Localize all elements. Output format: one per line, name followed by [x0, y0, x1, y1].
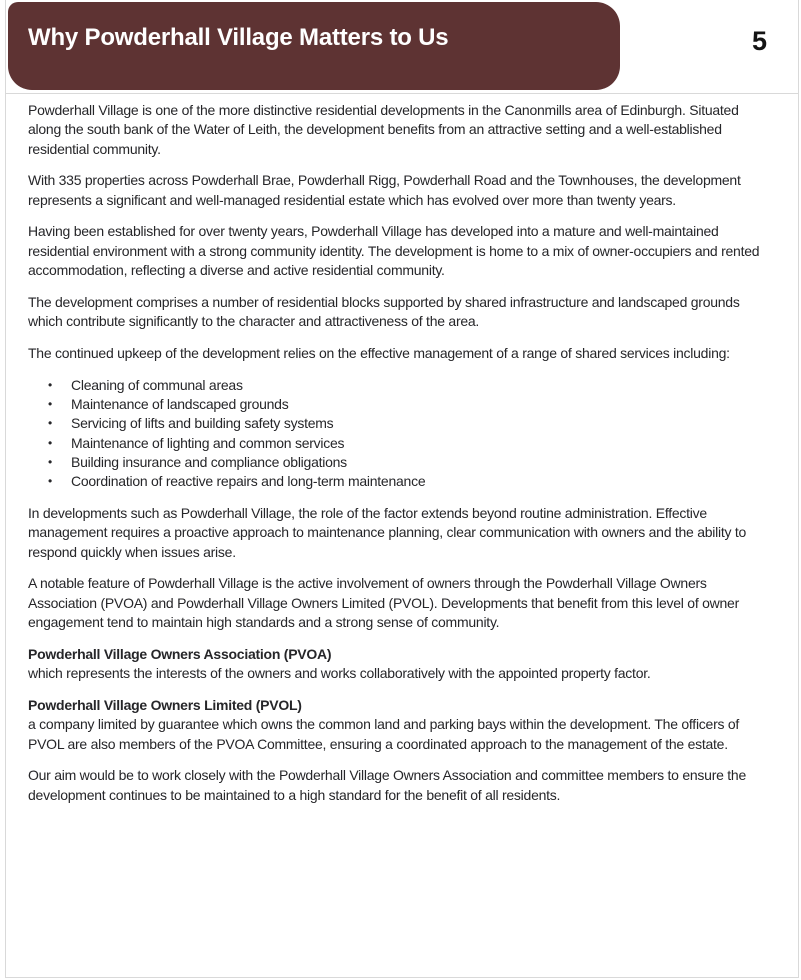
bullet-icon: • [48, 454, 52, 469]
intro-paragraph: The development comprises a number of residential blocks supported by shared infrastructure and landscaped grounds which contribute significantly to the character and attractiveness of the area. [28, 293, 740, 330]
list-item-label: Maintenance of lighting and common services [71, 434, 345, 451]
header-banner [8, 2, 620, 90]
list-item-label: Maintenance of landscaped grounds [71, 396, 289, 413]
intro-paragraph: With 335 properties across Powderhall Brae, Powderhall Rigg, Powderhall Road and the Townhouses, the development represents a significant and well-managed residential estate which has evolved over more than twenty years. [28, 172, 741, 208]
bullet-icon: • [48, 416, 52, 431]
list-item-label: Cleaning of communal areas [71, 376, 243, 393]
section-pvoa [28, 645, 772, 684]
list-item [28, 376, 772, 395]
services-list [28, 376, 772, 492]
bullet-icon: • [48, 435, 52, 450]
body-text-column [28, 101, 772, 817]
list-item-label: Servicing of lifts and building safety systems [71, 415, 334, 432]
body-paragraph: In developments such as Powderhall Village, the role of the factor extends beyond routine administration. Effective management requires a proactive approach to maintenance planning, clear communication with owners and the ability to respond quickly when issues arise. [28, 505, 747, 560]
bullet-icon: • [48, 377, 52, 392]
body-paragraph: A notable feature of Powderhall Village is the active involvement of owners through the Powderhall Village Owners Association (PVOA) and Powderhall Village Owners Limited (PVOL). Developments that benefit from this level of owner engagement tend to maintain high standards and a strong sense of community. [28, 575, 740, 631]
section-text: which represents the interests of the owners and works collaboratively with the appointed property factor. [28, 665, 651, 682]
section-heading: Powderhall Village Owners Association (PVOA) [28, 645, 332, 662]
list-item [28, 395, 772, 414]
section-pvol [28, 696, 772, 754]
list-item [28, 434, 772, 453]
list-item [28, 472, 772, 491]
page-number: 5 [751, 26, 767, 56]
list-item [28, 453, 772, 472]
intro-paragraph: Having been established for over twenty years, Powderhall Village has developed into a mature and well-maintained residential environment with a strong community identity. The development is home to a mix of owner-occupiers and rented accommodation, reflecting a diverse and active residential community. [28, 223, 760, 279]
list-item-label: Coordination of reactive repairs and long-term maintenance [71, 473, 426, 490]
bullet-icon: • [48, 397, 52, 412]
bullet-icon: • [48, 474, 52, 489]
section-heading: Powderhall Village Owners Limited (PVOL) [28, 696, 302, 713]
page-title: Why Powderhall Village Matters to Us [28, 24, 449, 51]
list-item-label: Building insurance and compliance obligations [71, 453, 347, 470]
header-divider-line [5, 93, 798, 94]
closing-paragraph: Our aim would be to work closely with the Powderhall Village Owners Association and committee members to ensure the development continues to be maintained to a high standard for the benefit of all residents. [28, 767, 747, 803]
intro-paragraph: Powderhall Village is one of the more distinctive residential developments in the Canonmills area of Edinburgh. Situated along the south bank of the Water of Leith, the development benefits from an attractive setting and a well-established residential community. [28, 102, 739, 157]
intro-paragraph: The continued upkeep of the development relies on the effective management of a range of shared services including: [28, 344, 730, 361]
section-text: a company limited by guarantee which owns the common land and parking bays within the development. The officers of PVOL are also members of the PVOA Committee, ensuring a coordinated approach to the management of the estate. [28, 716, 740, 752]
list-item [28, 414, 772, 433]
